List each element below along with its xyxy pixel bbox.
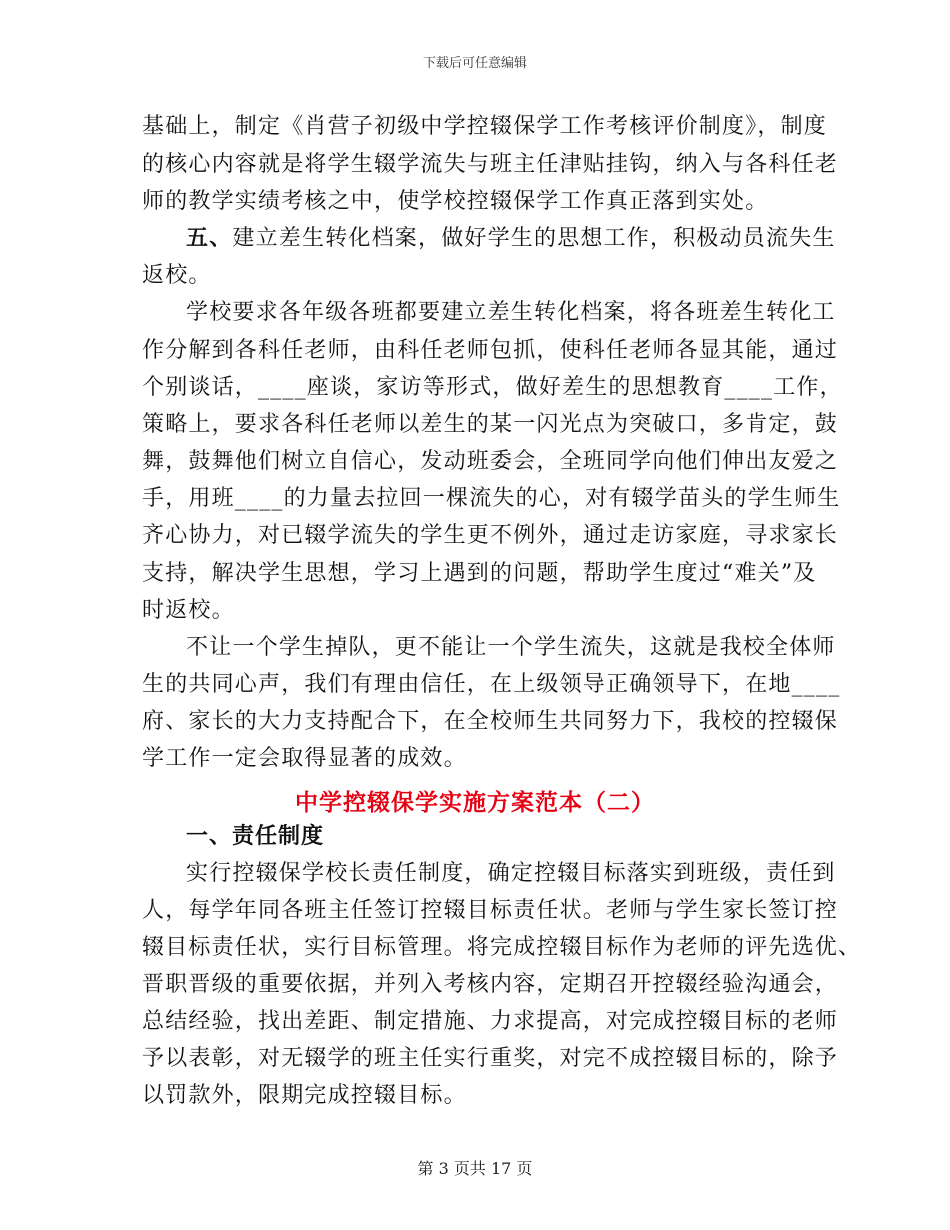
text-line: 作分解到各科任老师，由科任老师包抓，使科任老师各显其能，通过 — [142, 338, 839, 363]
text-line: 支持，解决学生思想，学习上遇到的问题，帮助学生度过“难关”及 — [142, 561, 817, 586]
text-line: 晋职晋级的重要依据，并列入考核内容，定期召开控辍经验沟通会， — [142, 972, 839, 997]
heading-responsibility: 一、责任制度 — [186, 824, 325, 849]
item-five-text: 建立差生转化档案，做好学生的思想工作，积极动员流失生 — [232, 226, 836, 251]
text-line: 返校。 — [142, 263, 212, 288]
item-five — [186, 224, 836, 254]
page-number-footer: 第 3 页共 17 页 — [417, 1159, 533, 1178]
header-note: 下载后可任意编辑 — [422, 56, 527, 71]
text-line: 基础上，制定《肖营子初级中学控辍保学工作考核评价制度》，制度 — [142, 114, 828, 139]
text-line: 时返校。 — [142, 598, 235, 623]
text-line: 学校要求各年级各班都要建立差生转化档案，将各班差生转化工 — [186, 300, 836, 325]
item-five-number: 五、 — [186, 226, 233, 251]
text-line: 师的教学实绩考核之中，使学校控辍保学工作真正落到实处。 — [142, 189, 769, 214]
section-title: 中学控辍保学实施方案范本（二） — [295, 790, 655, 816]
text-line: 实行控辍保学校长责任制度，确定控辍目标落实到班级，责任到 — [186, 861, 836, 886]
text-line: 以罚款外，限期完成控辍目标。 — [142, 1083, 467, 1108]
text-line: 府、家长的大力支持配合下，在全校师生共同努力下，我校的控辍保 — [142, 709, 839, 734]
text-line: 人，每学年同各班主任签订控辍目标责任状。老师与学生家长签订控 — [142, 898, 839, 923]
text-line: 予以表彰，对无辍学的班主任实行重奖，对完不成控辍目标的，除予 — [142, 1046, 839, 1071]
text-line: 个别谈话，____座谈，家访等形式，做好差生的思想教育____工作， — [142, 375, 843, 400]
text-line: 手，用班____的力量去拉回一棵流失的心，对有辍学苗头的学生师生 — [142, 486, 841, 511]
text-line: 的核心内容就是将学生辍学流失与班主任津贴挂钩，纳入与各科任老 — [142, 152, 839, 177]
text-line: 不让一个学生掉队，更不能让一个学生流失，这就是我校全体师 — [186, 635, 836, 660]
text-line: 总结经验，找出差距、制定措施、力求提高，对完成控辍目标的老师 — [142, 1009, 839, 1034]
text-line: 学工作一定会取得显著的成效。 — [142, 746, 467, 771]
text-line: 齐心协力，对已辍学流失的学生更不例外，通过走访家庭，寻求家长 — [142, 523, 839, 548]
text-line: 舞，鼓舞他们树立自信心，发动班委会，全班同学向他们伸出友爱之 — [142, 449, 839, 474]
text-line: 生的共同心声，我们有理由信任，在上级领导正确领导下，在地____ — [142, 672, 841, 697]
text-line: 辍目标责任状，实行目标管理。将完成控辍目标作为老师的评先选优、 — [142, 935, 862, 960]
text-line: 策略上，要求各科任老师以差生的某一闪光点为突破口，多肯定，鼓 — [142, 412, 839, 437]
